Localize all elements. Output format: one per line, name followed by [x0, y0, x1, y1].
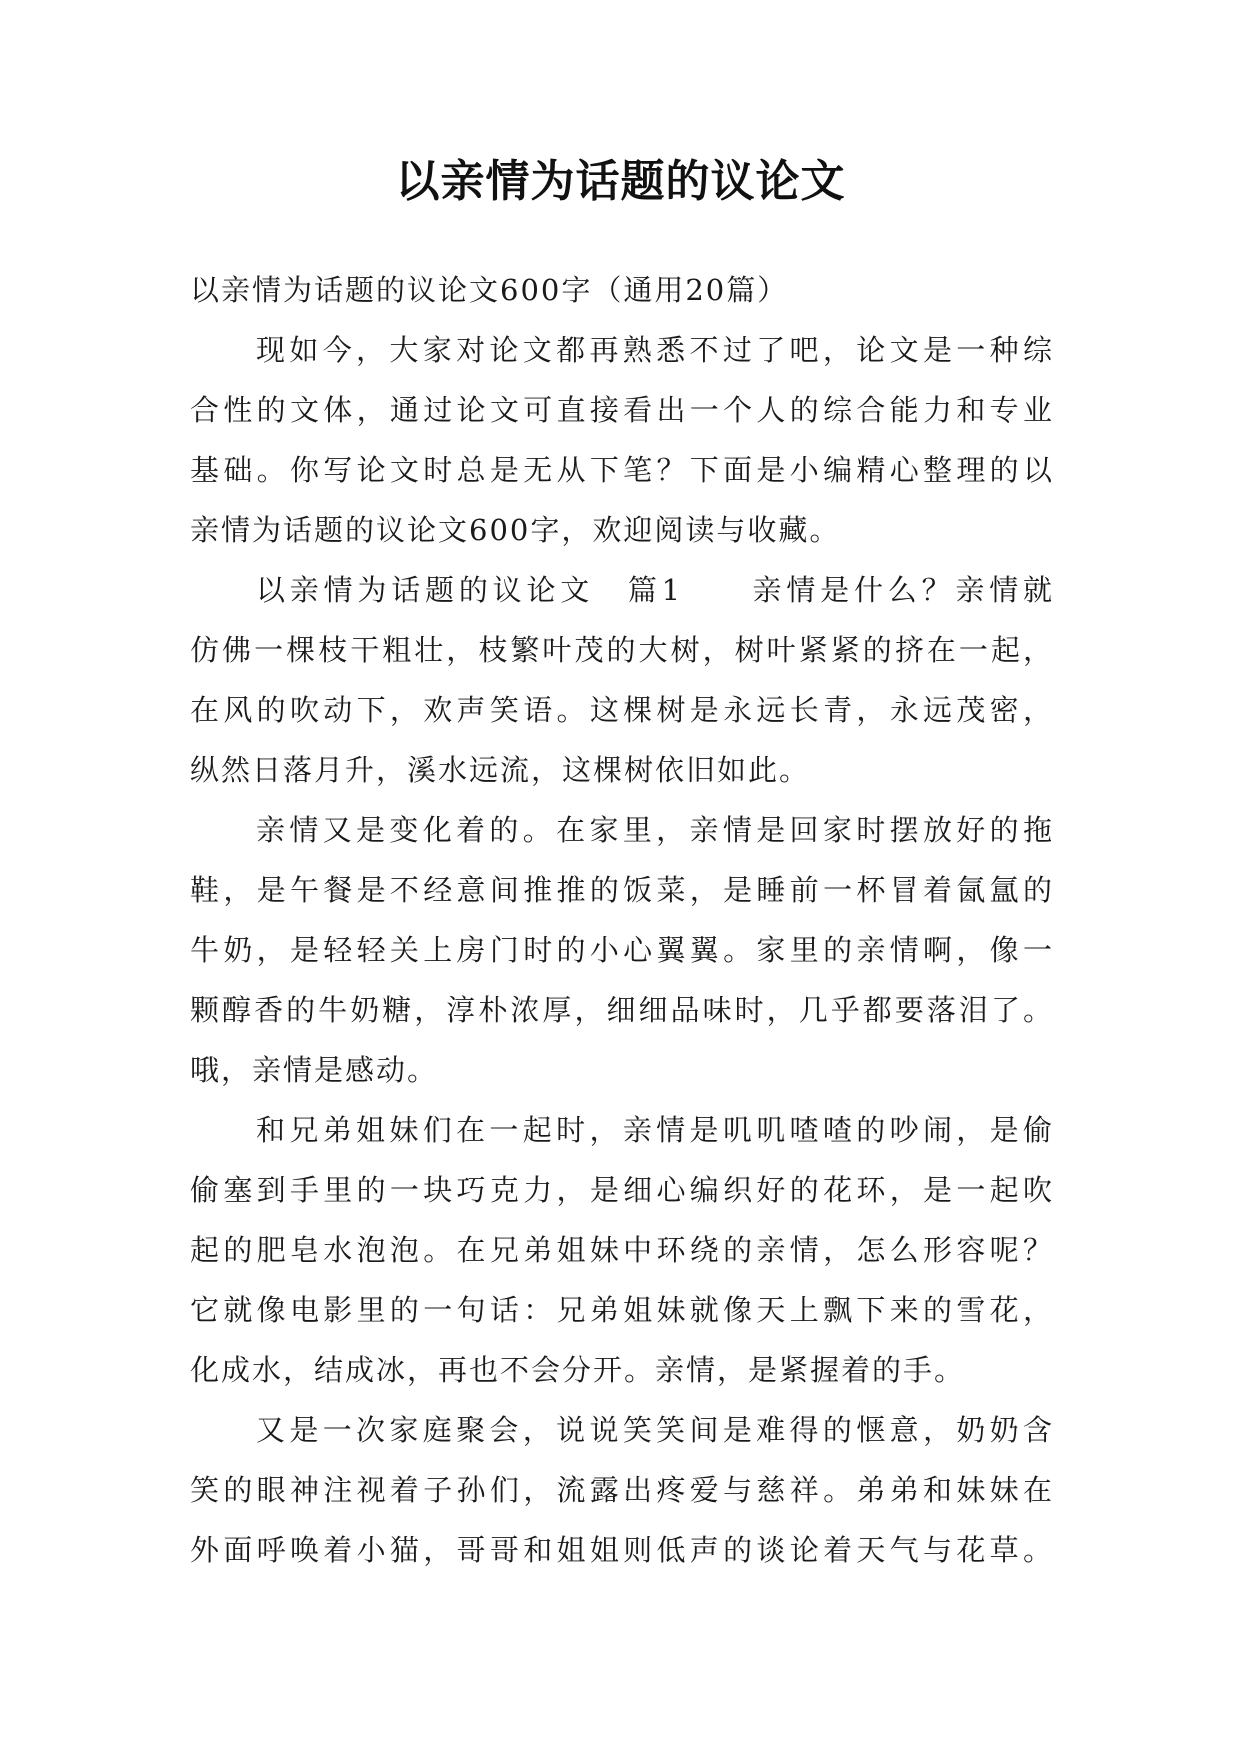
body-line: 和兄弟姐妹们在一起时，亲情是叽叽喳喳的吵闹，是偷	[256, 1113, 1052, 1147]
body-line: 它就像电影里的一句话：兄弟姐妹就像天上飘下来的雪花，	[190, 1293, 1052, 1327]
body-line: 外面呼唤着小猫，哥哥和姐姐则低声的谈论着天气与花草。	[190, 1533, 1052, 1567]
body-line: 现如今，大家对论文都再熟悉不过了吧，论文是一种综	[256, 333, 1052, 367]
body-line: 仿佛一棵枝干粗壮，枝繁叶茂的大树，树叶紧紧的挤在一起，	[190, 633, 1052, 667]
body-line: 哦，亲情是感动。	[190, 1053, 439, 1087]
body-line: 在风的吹动下，欢声笑语。这棵树是永远长青，永远茂密，	[190, 693, 1052, 727]
body-line: 合性的文体，通过论文可直接看出一个人的综合能力和专业	[190, 393, 1052, 427]
body-line: 基础。你写论文时总是无从下笔？下面是小编精心整理的以	[190, 453, 1052, 487]
body-line: 亲情又是变化着的。在家里，亲情是回家时摆放好的拖	[256, 813, 1052, 847]
body-line: 以亲情为话题的议论文600字（通用20篇）	[190, 273, 789, 307]
body-line: 偷塞到手里的一块巧克力，是细心编织好的花环，是一起吹	[190, 1173, 1052, 1207]
body-line: 又是一次家庭聚会，说说笑笑间是难得的惬意，奶奶含	[256, 1413, 1052, 1447]
body-line: 鞋，是午餐是不经意间推推的饭菜，是睡前一杯冒着氤氲的	[190, 873, 1052, 907]
body-line: 颗醇香的牛奶糖，淳朴浓厚，细细品味时，几乎都要落泪了。	[190, 993, 1052, 1027]
body-line: 纵然日落月升，溪水远流，这棵树依旧如此。	[190, 753, 811, 787]
body-line: 以亲情为话题的议论文 篇1 亲情是什么？亲情就	[256, 573, 1052, 607]
document-title: 以亲情为话题的议论文	[395, 156, 846, 207]
body-line: 亲情为话题的议论文600字，欢迎阅读与收藏。	[190, 513, 841, 547]
body-line: 牛奶，是轻轻关上房门时的小心翼翼。家里的亲情啊，像一	[190, 933, 1052, 967]
body-line: 起的肥皂水泡泡。在兄弟姐妹中环绕的亲情，怎么形容呢？	[190, 1233, 1052, 1267]
document-body	[190, 260, 1052, 1580]
body-line: 笑的眼神注视着子孙们，流露出疼爱与慈祥。弟弟和妹妹在	[190, 1473, 1052, 1507]
body-line: 化成水，结成冰，再也不会分开。亲情，是紧握着的手。	[190, 1353, 966, 1387]
